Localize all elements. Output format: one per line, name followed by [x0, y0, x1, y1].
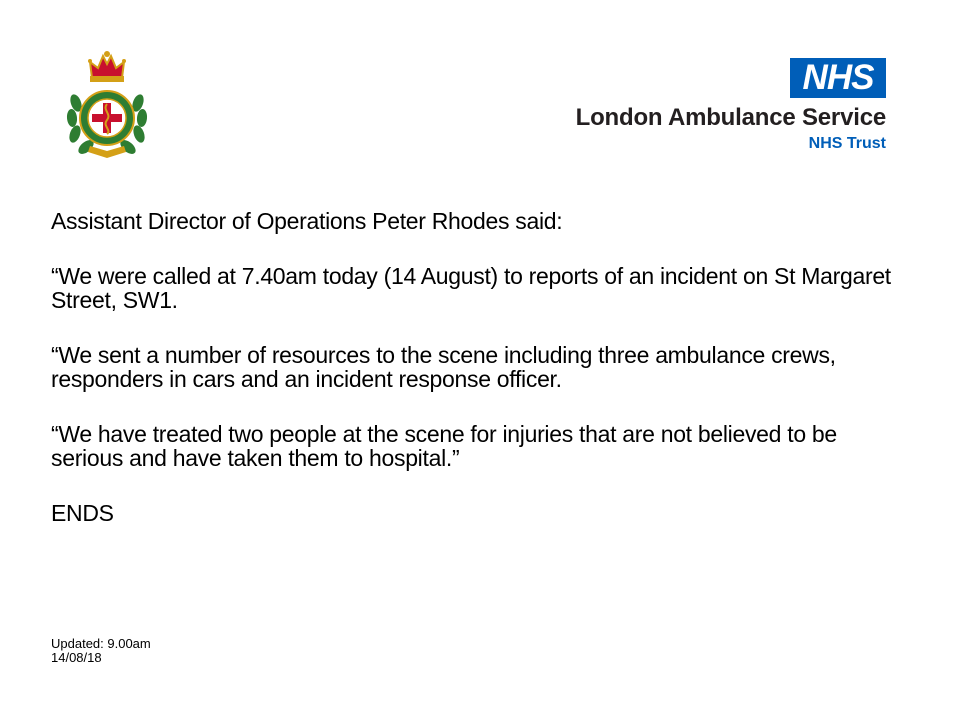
statement-quote-2: “We sent a number of resources to the scene including three ambulance crews, responders in cars and an incident response officer.: [51, 342, 836, 392]
statement-quote-3: “We have treated two people at the scene for injuries that are not believed to be serious and have taken them to hospital.”: [51, 421, 837, 471]
statement-intro: Assistant Director of Operations Peter Rhodes said:: [51, 208, 563, 234]
statement-body: [51, 209, 911, 525]
statement-ends: ENDS: [51, 500, 114, 526]
nhs-badge: NHS: [790, 58, 886, 98]
nhs-trust-logo: [526, 58, 886, 154]
updated-time: Updated: 9.00am: [51, 636, 151, 651]
ambulance-crest-logo: [62, 48, 152, 160]
crown-icon: [88, 51, 126, 82]
org-name: London Ambulance Service: [575, 104, 886, 131]
org-subtitle: NHS Trust: [808, 135, 886, 152]
update-footer: [51, 637, 151, 665]
statement-quote-1: “We were called at 7.40am today (14 August) to reports of an incident on St Margaret Street, SW1.: [51, 263, 891, 313]
updated-date: 14/08/18: [51, 650, 102, 665]
